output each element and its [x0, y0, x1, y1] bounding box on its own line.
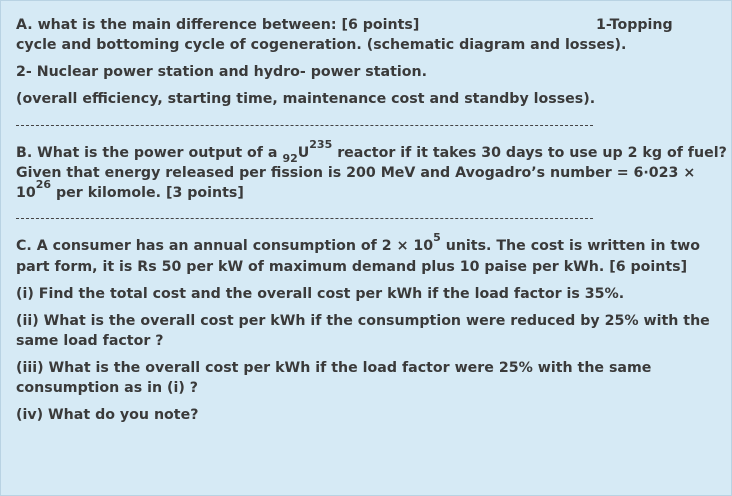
question-c-text-b: units. The cost is written in two [440, 238, 700, 254]
question-b-line3 [16, 178, 244, 203]
question-a-part2-text: 2- Nuclear power station and hydro- power station. [16, 64, 427, 80]
question-c-part-iii-line2: consumption as in (i) ? [16, 380, 199, 396]
question-c-part-i: (i) Find the total cost and the overall cost per kWh if the load factor is 35%. [16, 286, 625, 302]
avogadro-base: 10 [16, 185, 36, 201]
question-c-line1 [16, 231, 700, 256]
question-a-part1-text: cycle and bottoming cycle of cogeneration. (schematic diagram and losses). [16, 37, 627, 53]
question-b-line3-text: per kilomole. [3 points] [51, 185, 244, 201]
mass-number: 235 [309, 138, 333, 151]
question-a-part1-label: 1-Topping [596, 17, 673, 33]
avogadro-exponent: 26 [35, 178, 52, 191]
question-a-title: A. what is the main difference between: [6 points] [16, 17, 420, 33]
question-c-part-iv: (iv) What do you note? [16, 407, 199, 423]
consumption-exponent: 5 [433, 231, 441, 244]
question-a-note: (overall efficiency, starting time, maintenance cost and standby losses). [16, 91, 596, 107]
separator-2 [16, 218, 593, 219]
question-c-text-a: C. A consumer has an annual consumption of 2 × 10 [16, 238, 434, 254]
question-c-line2: part form, it is Rs 50 per kW of maximum demand plus 10 paise per kWh. [6 points] [16, 259, 688, 275]
separator-1 [16, 125, 593, 126]
question-c-part-ii-line1: (ii) What is the overall cost per kWh if the consumption were reduced by 25% with the [16, 313, 710, 329]
atomic-number: 92 [282, 152, 298, 165]
element-symbol: U [297, 145, 310, 161]
question-c-part-ii-line2: same load factor ? [16, 333, 164, 349]
question-b-text-a: B. What is the power output of a [16, 145, 283, 161]
question-c-part-iii-line1: (iii) What is the overall cost per kWh if the load factor were 25% with the same [16, 360, 652, 376]
question-b-line2: Given that energy released per fission is 200 MeV and Avogadro’s number = 6·023 × [16, 165, 696, 181]
question-b-text-b: reactor if it takes 30 days to use up 2 kg of fuel? [332, 145, 727, 161]
question-b-line1 [16, 138, 727, 165]
